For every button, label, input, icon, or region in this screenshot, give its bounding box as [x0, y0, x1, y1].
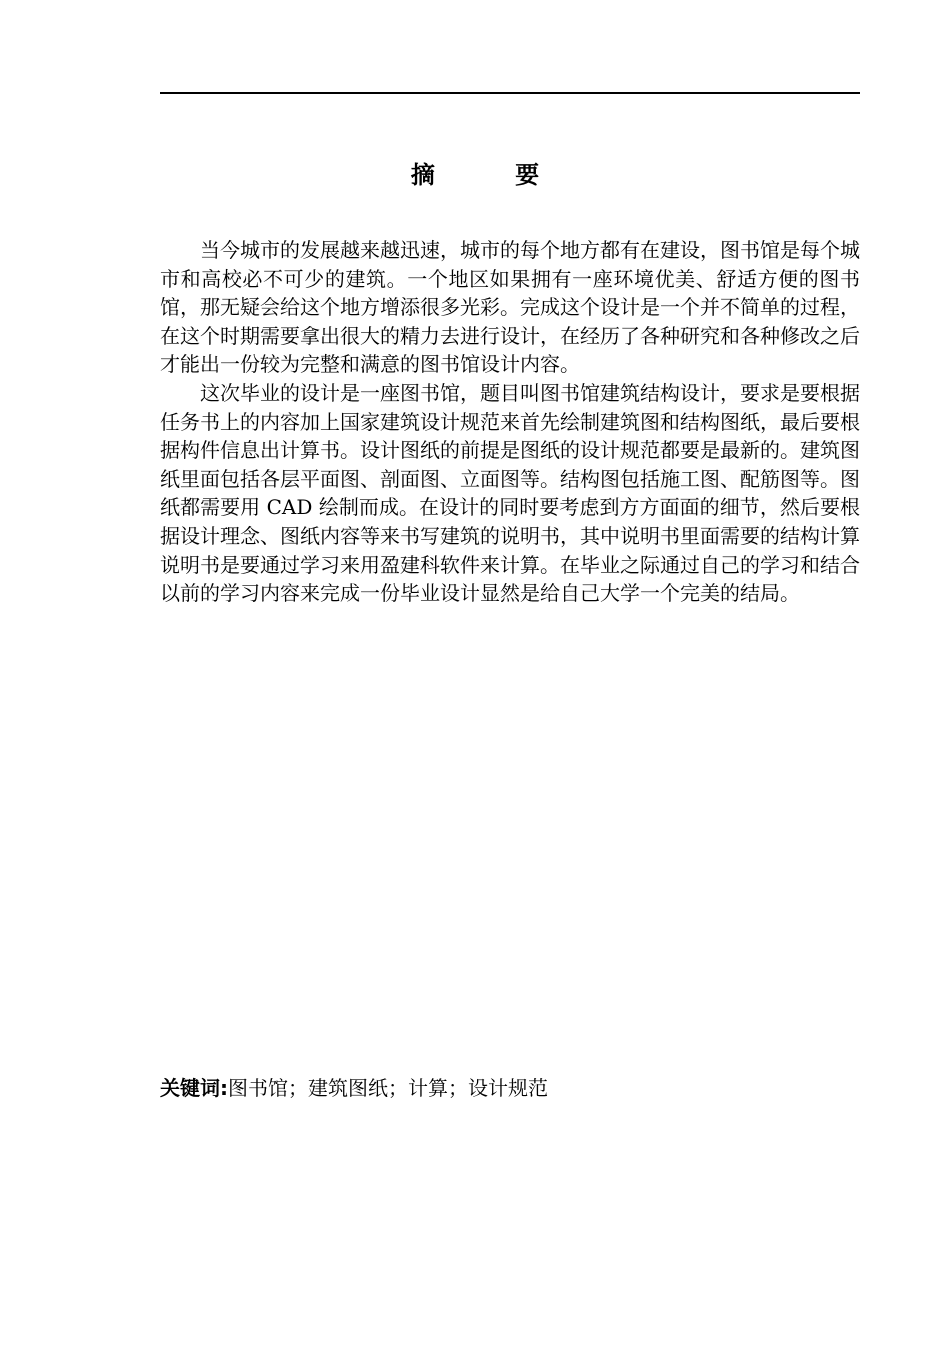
keywords-label: 关键词:	[160, 1076, 228, 1100]
header-rule	[160, 92, 860, 94]
abstract-body	[160, 236, 860, 608]
page-title: 摘 要	[410, 161, 576, 189]
keywords-value: 图书馆；建筑图纸；计算；设计规范	[228, 1076, 548, 1100]
keywords-line	[160, 1074, 860, 1102]
abstract-paragraph-2: 这次毕业的设计是一座图书馆，题目叫图书馆建筑结构设计，要求是要根据任务书上的内容加上国家建筑设计规范来首先绘制建筑图和结构图纸，最后要根据构件信息出计算书。设计图纸的前提是图纸的设计规范都要是最新的。建筑图纸里面包括各层平面图、剖面图、立面图等。结构图包括施工图、配筋图等。图纸都需要用 CAD 绘制而成。在设计的同时要考虑到方方面面的细节，然后要根据设计理念、图纸内容等来书写建筑的说明书，其中说明书里面需要的结构计算说明书是要通过学习来用盈建科软件来计算。在毕业之际通过自己的学习和结合以前的学习内容来完成一份毕业设计显然是给自己大学一个完美的结局。	[160, 380, 860, 606]
abstract-paragraph-1: 当今城市的发展越来越迅速，城市的每个地方都有在建设，图书馆是每个城市和高校必不可少的建筑。一个地区如果拥有一座环境优美、舒适方便的图书馆，那无疑会给这个地方增添很多光彩。完成这个设计是一个并不简单的过程，在这个时期需要拿出很大的精力去进行设计，在经历了各种研究和各种修改之后才能出一份较为完整和满意的图书馆设计内容。	[160, 238, 860, 377]
